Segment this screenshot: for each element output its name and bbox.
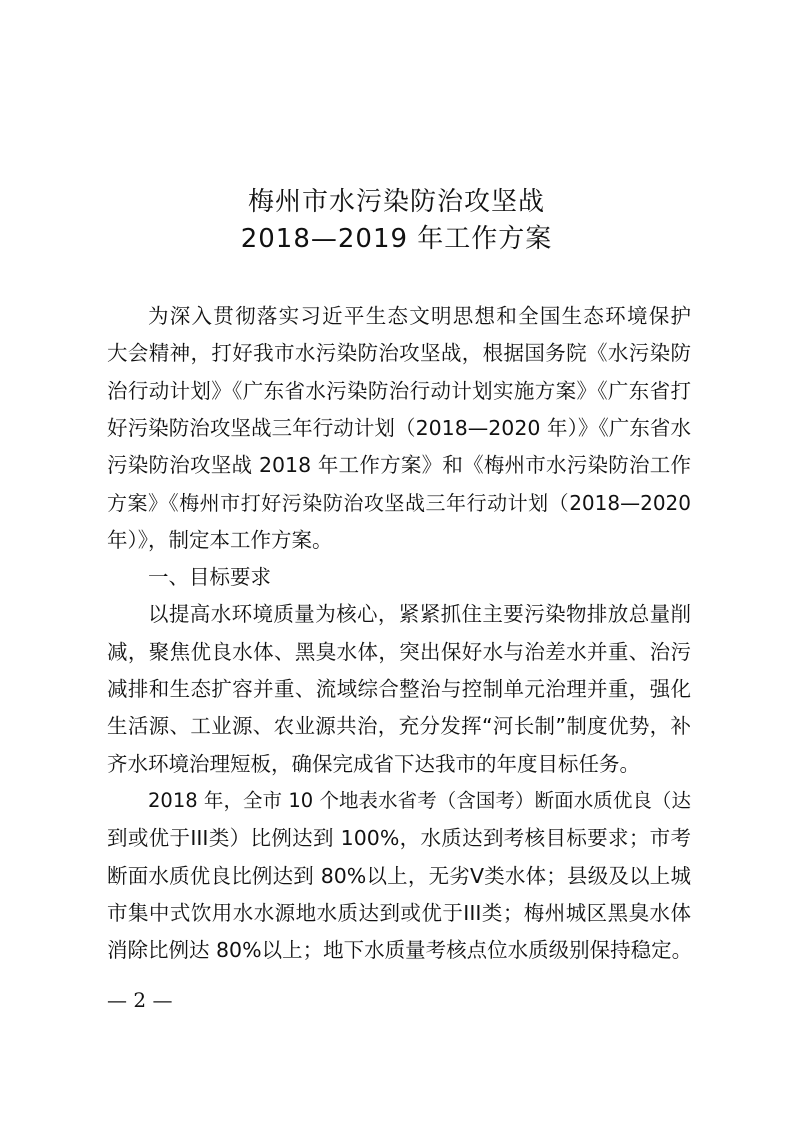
text-line: 减，聚焦优良水体、黑臭水体，突出保好水与治差水并重、治污 — [107, 640, 691, 664]
section-heading: 一、目标要求 — [148, 565, 271, 589]
text-line: 以提高水环境质量为核心，紧紧抓住主要污染物排放总量削 — [148, 602, 691, 626]
text-line: 大会精神，打好我市水污染防治攻坚战，根据国务院《水污染防 — [107, 341, 691, 365]
document-title-line-1: 梅州市水污染防治攻坚战 — [247, 187, 545, 217]
page-number: — 2 — — [107, 988, 173, 1012]
text-line: 污染防治攻坚战 2018 年工作方案》和《梅州市水污染防治工作 — [107, 453, 691, 477]
text-line: 治行动计划》《广东省水污染防治行动计划实施方案》《广东省打 — [107, 379, 691, 403]
text-line: 生活源、工业源、农业源共治，充分发挥“河长制”制度优势，补 — [107, 714, 691, 738]
text-line: 好污染防治攻坚战三年行动计划（2018—2020 年）》《广东省水 — [107, 416, 691, 440]
text-line: 年）》，制定本工作方案。 — [107, 528, 333, 552]
text-line: 方案》《梅州市打好污染防治攻坚战三年行动计划（2018—2020 — [107, 491, 691, 515]
text-line: 齐水环境治理短板，确保完成省下达我市的年度目标任务。 — [107, 752, 640, 776]
text-line: 减排和生态扩容并重、流域综合整治与控制单元治理并重，强化 — [107, 677, 691, 701]
text-line: 为深入贯彻落实习近平生态文明思想和全国生态环境保护 — [148, 304, 691, 328]
text-line: 消除比例达 80%以上；地下水质量考核点位水质级别保持稳定。 — [107, 938, 693, 962]
text-line: 2018 年，全市 10 个地表水省考（含国考）断面水质优良（达 — [148, 789, 691, 812]
text-line: 到或优于III类）比例达到 100%，水质达到考核目标要求；市考 — [107, 826, 691, 850]
text-line: 市集中式饮用水水源地水质达到或优于III类；梅州城区黑臭水体 — [107, 901, 691, 925]
document-title-line-2: 2018—2019 年工作方案 — [240, 224, 553, 254]
text-line: 断面水质优良比例达到 80%以上，无劣V类水体；县级及以上城 — [107, 864, 691, 888]
